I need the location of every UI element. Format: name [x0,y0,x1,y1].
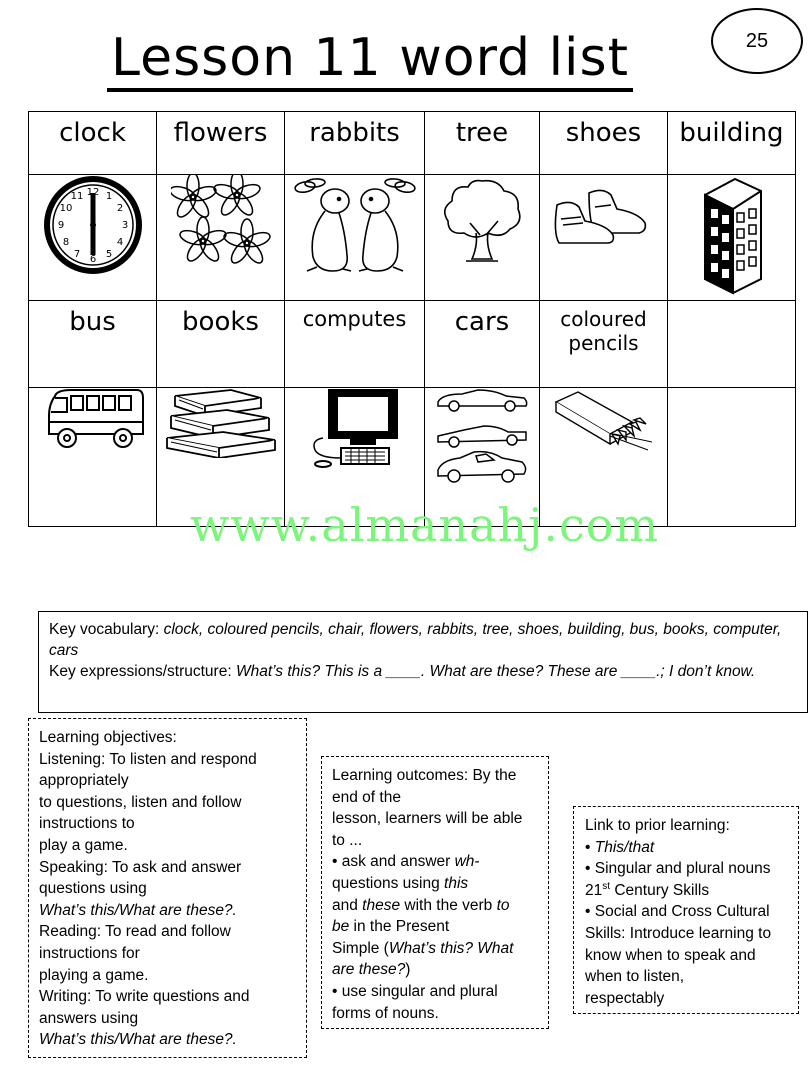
objectives-line: instructions to [39,815,135,833]
outcomes-text: Simple ( [332,939,389,957]
svg-text:12: 12 [86,187,99,198]
outcomes-text: are these? [332,961,406,979]
objectives-line: What’s this/What are these?. [39,1031,237,1049]
outcomes-text: with the verb [400,896,497,914]
tree-icon [440,175,524,267]
flowers-icon [171,175,271,271]
link-line [585,837,788,859]
picture-cell-building [668,175,796,301]
link-line: know when to speak and [585,946,756,964]
objectives-line: appropriately [39,772,129,790]
coloured-pencils-icon [552,388,656,464]
shoes-icon [549,175,659,245]
link-line: • Singular and plural nouns [585,860,771,878]
link-text: Century Skills [610,881,710,899]
objectives-line: Speaking: To ask and answer [39,858,242,876]
page-title [0,28,740,88]
link-line: Skills: Introduce learning to [585,924,772,942]
outcomes-text: these [362,896,401,914]
picture-cell-clock [29,175,157,301]
word-cell-building [668,112,796,175]
outcomes-text: questions using [332,874,445,892]
word-cell-books [157,301,285,388]
link-line: • Social and Cross Cultural [585,903,770,921]
learning-objectives-box [28,718,307,1058]
page-title-text: Lesson 11 word list [107,28,633,92]
word-cell-empty [668,301,796,388]
outcomes-text: and [332,896,363,914]
key-vocabulary-box [38,611,808,713]
word-coloured-pencils [540,301,667,355]
objectives-line: Writing: To write questions and [39,988,250,1006]
building-icon [695,175,769,295]
svg-text:3: 3 [121,220,128,231]
word-cell-computes [285,301,425,388]
objectives-line: playing a game. [39,966,149,984]
key-expressions-text: What’s this? This is a ____. What are these? These are ____.; I don’t know. [235,663,756,680]
objectives-heading: Learning objectives: [39,729,177,746]
outcomes-text: ) [405,961,411,979]
outcomes-line: lesson, learners will be able [332,810,523,828]
link-text: st [602,880,611,892]
word-cell-tree [425,112,540,175]
word-cell-flowers [157,112,285,175]
picture-cell-tree [425,175,540,301]
picture-cell-empty [668,388,796,527]
svg-text:9: 9 [57,220,64,231]
link-text: • [585,838,595,856]
svg-text:2: 2 [116,203,123,214]
svg-text:1: 1 [105,191,112,202]
svg-text:4: 4 [116,237,123,248]
outcomes-line: • use singular and plural [332,982,498,1000]
outcomes-text: this [444,874,469,892]
link-text: This/that [594,838,655,856]
outcomes-line: end of the [332,788,401,806]
objectives-line: Listening: To listen and respond [39,750,257,768]
outcomes-line [332,938,538,960]
page-number-text: 25 [745,29,769,52]
outcomes-text: wh [454,853,475,871]
word-flowers: flowers [173,118,268,148]
objectives-line: What’s this/What are these?. [39,901,237,919]
word-bus: bus [69,307,116,337]
key-vocabulary-label: Key vocabulary: [49,621,164,638]
word-computes: computes [302,307,407,331]
bus-icon [41,388,145,450]
link-line: respectably [585,989,665,1007]
word-cars: cars [454,307,510,337]
outcomes-line [332,959,538,981]
objectives-line: questions using [39,880,147,898]
word-cell-rabbits [285,112,425,175]
word-cell-coloured-pencils [540,301,668,388]
key-expressions-label: Key expressions/structure: [49,663,236,680]
objectives-line: Reading: To read and follow [39,923,231,941]
outcomes-line [332,895,538,917]
word-cell-cars [425,301,540,388]
svg-text:7: 7 [73,249,80,260]
word-shoes: shoes [565,118,642,148]
clock-icon [43,175,143,275]
outcomes-line: to ... [332,831,363,849]
svg-text:11: 11 [70,191,83,202]
cars-icon [434,388,530,488]
objectives-line: play a game. [39,836,128,854]
svg-text:8: 8 [62,237,69,248]
word-cell-shoes [540,112,668,175]
outcomes-line [332,873,538,895]
outcomes-line: forms of nouns. [332,1004,439,1022]
svg-text:10: 10 [59,203,72,214]
word-clock: clock [59,118,126,148]
outcomes-text: • ask and answer [332,853,455,871]
word-cell-clock [29,112,157,175]
learning-outcomes-box [321,756,549,1029]
watermark: www.almanahj.com [190,498,660,552]
link-line [585,880,788,902]
outcomes-line [332,916,538,938]
word-cell-bus [29,301,157,388]
word-books: books [182,307,259,337]
books-icon [165,388,277,458]
link-to-prior-learning-box [573,806,799,1014]
link-heading: Link to prior learning: [585,817,730,834]
picture-cell-bus [29,388,157,527]
outcomes-text: to [496,896,510,914]
picture-cell-shoes [540,175,668,301]
outcomes-heading: Learning outcomes: By the [332,767,517,784]
link-line: when to listen, [585,968,685,986]
computer-icon [307,388,403,468]
key-vocabulary-items: clock, coloured pencils, chair, flowers, rabbits, tree, shoes, building, bus, books, computer, cars [49,621,782,659]
outcomes-text: - [474,853,480,871]
picture-cell-flowers [157,175,285,301]
objectives-line: instructions for [39,944,140,962]
word-pencils: pencils [568,331,639,355]
outcomes-text: be [332,918,350,936]
outcomes-line [332,851,538,873]
word-list-table [28,111,796,527]
objectives-line: to questions, listen and follow [39,793,242,811]
word-rabbits: rabbits [309,118,400,148]
objectives-line: answers using [39,1009,139,1027]
svg-text:5: 5 [105,249,112,260]
outcomes-text: What’s this? What [388,939,514,957]
word-coloured: coloured [560,307,647,331]
outcomes-text: in the Present [349,918,450,936]
rabbits-icon [293,175,417,275]
word-tree: tree [455,118,509,148]
word-building: building [679,118,784,148]
svg-text:6: 6 [89,254,96,265]
link-text: 21 [585,881,603,899]
picture-cell-rabbits [285,175,425,301]
